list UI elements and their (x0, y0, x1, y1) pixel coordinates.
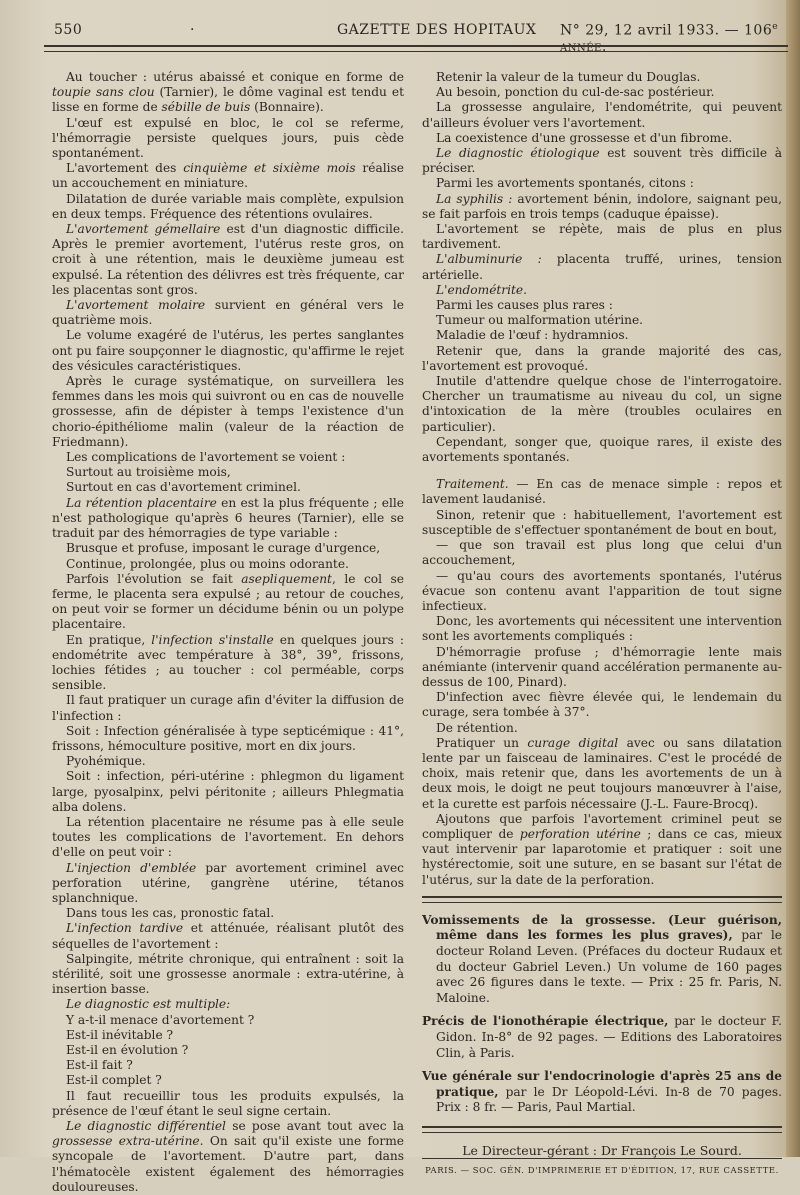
paragraph: Au toucher : utérus abaissé et conique en forme de toupie sans clou (Tarnier), le dôme vaginal est tendu et lisse en forme de sébille de buis (Bonnaire). (52, 70, 404, 115)
paragraph: La syphilis : avortement bénin, indolore, saignant peu, se fait parfois en trois temps (caduque épaisse). (422, 191, 783, 221)
paragraph: Brusque et profuse, imposant le curage d'urgence, (66, 541, 381, 556)
paragraph: Maladie de l'œuf : hydramnios. (436, 328, 629, 343)
paragraph: Ajoutons que parfois l'avortement criminel peut se compliquer de perforation utérine ; dans ce cas, mieux vaut intervenir par laparotomie et pratiquer : soit une hystérectomie, soit une suture, en se basant sur l'état de l'utérus, sur la date de la perforation. (422, 811, 782, 887)
header-rule (44, 45, 788, 52)
paragraph: L'avortement gémellaire est d'un diagnostic difficile. Après le premier avortement, l'utérus reste gros, on croit à une rétention, mais le deuxième jumeau est expulsé. La rétention des délivres est très fréquente, car les placentas sont gros. (52, 222, 404, 297)
paragraph: L'œuf est expulsé en bloc, le col se referme, l'hémorragie persiste quelques jours, puis cède spontanément. (52, 115, 404, 161)
paragraph: Au besoin, ponction du cul-de-sac postérieur. (436, 85, 715, 100)
book-notice: Vue générale sur l'endocrinologie d'après 25 ans de pratique, par le Dr Léopold-Lévi. In-8 de 70 pages. Prix : 8 fr. — Paris, Paul Martial. (422, 1069, 782, 1115)
header-separator: · (190, 22, 195, 38)
paragraph: Cependant, songer que, quoique rares, il existe des avortements spontanés. (422, 434, 782, 465)
question-item: Est-il inévitable ? (66, 1027, 174, 1042)
page-header (40, 20, 788, 55)
paragraph: Il faut recueillir tous les produits expulsés, la présence de l'œuf étant le seul signe certain. (52, 1088, 404, 1118)
book-spine-shadow (786, 0, 800, 1157)
journal-title: GAZETTE DES HOPITAUX (337, 22, 537, 38)
paragraph: Parmi les avortements spontanés, citons : (436, 176, 694, 191)
paragraph: Tumeur ou malformation utérine. (436, 313, 644, 328)
footer-rule (422, 1126, 782, 1133)
paragraph: L'endométrite. (436, 282, 528, 297)
paragraph: De rétention. (436, 720, 518, 735)
question-item: Est-il en évolution ? (66, 1043, 189, 1057)
paragraph: Pratiquer un curage digital avec ou sans dilatation lente par un faisceau de laminaires. C'est le procédé de choix, mais retenir que, dans les avortements de un à deux mois, le doigt ne peut toujours manœuvrer à l'aise, et la curette est parfois nécessaire (J.-L. Faure-Brocq). (422, 735, 782, 811)
paragraph: Le diagnostic est multiple: (66, 997, 231, 1012)
paragraph: Retenir que, dans la grande majorité des cas, l'avortement est provoqué. (422, 343, 782, 373)
paragraph: Salpingite, métrite chronique, qui entraînent : soit la stérilité, soit une grossesse anormale : extra-utérine, à insertion basse. (52, 951, 404, 997)
book-notice: Vomissements de la grossesse. (Leur guérison, même dans les formes les plus graves), par le docteur Roland Leven. (Préfaces du docteur Rudaux et du docteur Gabriel Leven.) Un volume de 160 pages avec 26 figures dans le texte. — Prix : 25 fr. Paris, N. Maloine. (422, 912, 782, 1005)
question-item: Est-il fait ? (66, 1058, 133, 1073)
paragraph: L'infection tardive et atténuée, réalisant plutôt des séquelles de l'avortement : (52, 921, 404, 951)
paragraph: — qu'au cours des avortements spontanés, l'utérus évacue son contenu avant l'apparition de tout signe infectieux. (422, 568, 782, 613)
paragraph: L'avortement se répète, mais de plus en plus tardivement. (422, 222, 782, 252)
paragraph: Le volume exagéré de l'utérus, les pertes sanglantes ont pu faire soupçonner le diagnostic, qu'affirme le rejet des vésicules caractéristiques. (52, 328, 404, 373)
paragraph: Il faut pratiquer un curage afin d'éviter la diffusion de l'infection : (52, 693, 404, 723)
paragraph: Continue, prolongée, plus ou moins odorante. (66, 556, 349, 571)
paragraph: Traitement. — En cas de menace simple : repos et lavement laudanisé. (422, 477, 782, 507)
paragraph: L'albuminurie : placenta truffé, urines, tension artérielle. (422, 252, 782, 282)
paragraph: Après le curage systématique, on surveillera les femmes dans les mois qui suivront ou en cas de nouvelle grossesse, afin de dépister à temps l'existence d'un chorio-épithéliome malin (valeur de la réaction de Friedmann). (52, 374, 404, 449)
right-column (422, 70, 782, 1178)
printer-line: PARIS. — SOC. GÉN. D'IMPRIMERIE ET D'ÉDITION, 17, RUE CASSETTE. (422, 1158, 782, 1178)
paragraph: L'injection d'emblée par avortement criminel avec perforation utérine, gangrène utérine, tétanos splanchnique. (52, 860, 404, 905)
paragraph: Surtout au troisième mois, (66, 465, 231, 480)
paragraph: D'infection avec fièvre élevée qui, le lendemain du curage, sera tombée à 37°. (422, 690, 782, 720)
paragraph: La rétention placentaire en est la plus fréquente ; elle n'est pathologique qu'après 6 heures (Tarnier), elle se traduit par des hémorragies de type variable : (52, 495, 404, 541)
question-item: Y a-t-il menace d'avortement ? (66, 1012, 255, 1027)
paragraph: La grossesse angulaire, l'endométrite, qui peuvent d'ailleurs évoluer vers l'avortement. (422, 100, 782, 130)
paragraph: Dans tous les cas, pronostic fatal. (66, 906, 275, 921)
question-item: Est-il complet ? (66, 1073, 162, 1088)
book-notice: Précis de l'ionothérapie électrique, par le docteur F. Gidon. In-8° de 92 pages. — Editions des Laboratoires Clin, à Paris. (422, 1014, 782, 1060)
paragraph: Parmi les causes plus rares : (436, 298, 613, 313)
paragraph: Pyohémique. (66, 754, 146, 769)
paragraph: Les complications de l'avortement se voient : (66, 450, 346, 465)
paragraph: En pratique, l'infection s'installe en quelques jours : endométrite avec température à 38°, 39°, frissons, lochies fétides ; au toucher : col perméable, corps sensible. (52, 632, 405, 693)
paragraph: Retenir la valeur de la tumeur du Douglas. (436, 70, 701, 84)
paragraph: Le diagnostic étiologique est souvent très difficile à préciser. (422, 146, 782, 176)
director-line: Le Directeur-gérant : Dr François Le Sourd. (462, 1142, 742, 1158)
paragraph: Soit : infection, péri-utérine : phlegmon du ligament large, pyosalpinx, pelvi péritonite ; ailleurs Phlegmatia alba dolens. (52, 769, 404, 814)
left-column (52, 70, 404, 1195)
section-rule (422, 896, 782, 903)
paragraph: Dilatation de durée variable mais complète, expulsion en deux temps. Fréquence des rétentions ovulaires. (52, 191, 404, 221)
issue-info: N° 29, 12 avril 1933. — 106e année. (560, 22, 779, 55)
paragraph: Inutile d'attendre quelque chose de l'interrogatoire. Chercher un traumatisme au niveau du col, un signe d'intoxication de la mère (troubles oculaires en particulier). (422, 374, 782, 434)
paragraph: — que son travail est plus long que celui d'un accouchement, (422, 538, 782, 568)
paragraph: Donc, les avortements qui nécessitent une intervention sont les avortements compliqués : (422, 614, 782, 644)
paragraph: L'avortement des cinquième et sixième mois réalise un accouchement en miniature. (52, 161, 404, 191)
paragraph: Soit : Infection généralisée à type septicémique : 41°, frissons, hémoculture positive, mort en dix jours. (52, 723, 404, 753)
paragraph: L'avortement molaire survient en général vers le quatrième mois. (52, 298, 404, 328)
paragraph: Surtout en cas d'avortement criminel. (66, 480, 301, 495)
paragraph: La coexistence d'une grossesse et d'un fibrome. (436, 130, 733, 145)
page-number: 550 (54, 22, 83, 38)
paragraph: D'hémorragie profuse ; d'hémorragie lente mais anémiante (intervenir quand accélération permanente au-dessus de 100, Pinard). (422, 644, 782, 689)
paragraph: Parfois l'évolution se fait asepliquement, le col se ferme, le placenta sera expulsé ; au retour de couches, on peut voir se former un décidume bénin ou un polype placentaire. (52, 571, 404, 632)
paragraph: Sinon, retenir que : habituellement, l'avortement est susceptible de s'effectuer spontanément de bout en bout, (422, 507, 782, 537)
paragraph: Le diagnostic différentiel se pose avant tout avec la grossesse extra-utérine. On sait qu'il existe une forme syncopale de l'avortement. D'autre part, dans l'hématocèle existent également des hémorragies douloureuses. (52, 1119, 404, 1194)
paragraph: La rétention placentaire ne résume pas à elle seule toutes les complications de l'avortement. En dehors d'elle on peut voir : (52, 814, 404, 860)
